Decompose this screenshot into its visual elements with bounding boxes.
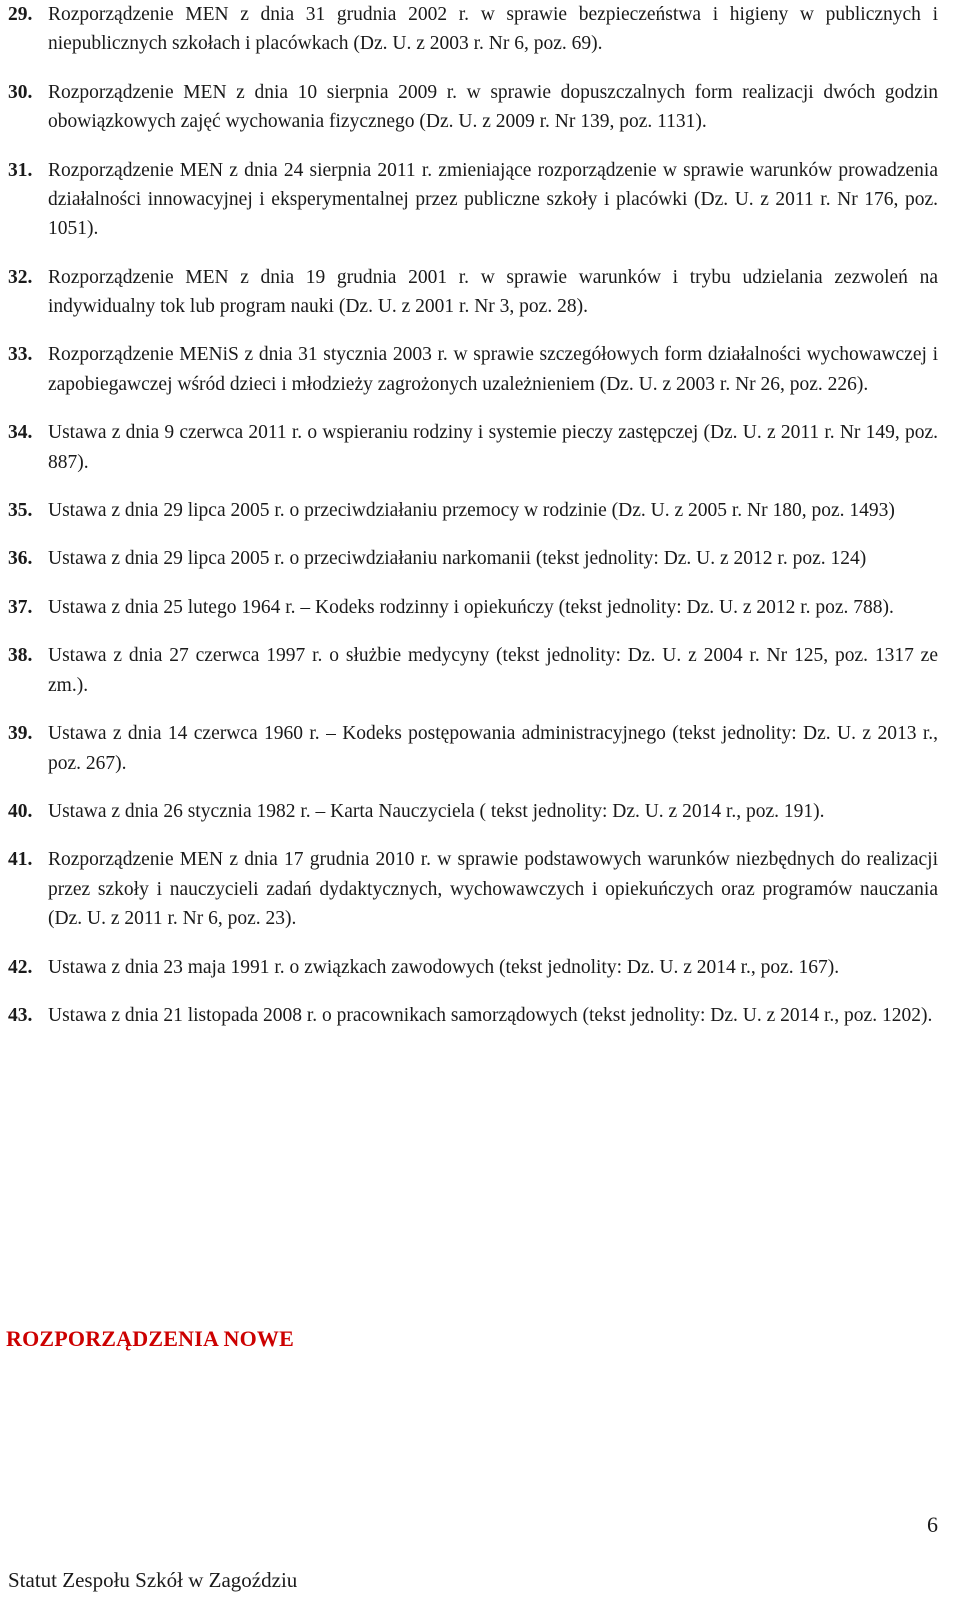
list-item xyxy=(8,953,938,982)
item-text: Rozporządzenie MEN z dnia 17 grudnia 2010 r. w sprawie podstawowych warunków niezbędnych do realizacji przez szkoły i nauczycieli zadań dydaktycznych, wychowawczych i opiekuńczych oraz programów nauczania (Dz. U. z 2011 r. Nr 6, poz. 23). xyxy=(48,849,938,930)
list-item xyxy=(8,719,938,778)
item-number: 42. xyxy=(8,956,33,978)
page-number: 6 xyxy=(927,1512,938,1537)
item-number: 30. xyxy=(8,81,33,103)
page-footer: Statut Zespołu Szkół w Zagoździu xyxy=(8,1568,298,1592)
list-item xyxy=(8,263,938,322)
item-number: 29. xyxy=(8,4,33,25)
item-number: 36. xyxy=(8,548,33,570)
item-text: Rozporządzenie MEN z dnia 19 grudnia 2001 r. w sprawie warunków i trybu udzielania zezwoleń na indywidualny tok lub program nauki (Dz. U. z 2001 r. Nr 3, poz. 28). xyxy=(48,266,938,317)
item-number: 32. xyxy=(8,266,33,288)
item-text: Rozporządzenie MEN z dnia 24 sierpnia 2011 r. zmieniające rozporządzenie w sprawie warunków prowadzenia działalności innowacyjnej i eksperymentalnej przez publiczne szkoły i placówki (Dz. U. z 2011 r. Nr 176, poz. 1051). xyxy=(48,159,938,240)
item-text: Ustawa z dnia 21 listopada 2008 r. o pracownikach samorządowych (tekst jednolity: Dz. U. z 2014 r., poz. 1202). xyxy=(48,1005,933,1027)
item-text: Ustawa z dnia 26 stycznia 1982 r. – Karta Nauczyciela ( tekst jednolity: Dz. U. z 2014 r., poz. 191). xyxy=(48,801,825,822)
item-text: Rozporządzenie MENiS z dnia 31 stycznia 2003 r. w sprawie szczegółowych form działalności wychowawczej i zapobiegawczej wśród dzieci i młodzieży zagrożonych uzależnieniem (Dz. U. z 2003 r. Nr 26, poz. 226). xyxy=(48,344,938,395)
legal-acts-list xyxy=(8,0,938,1050)
item-number: 34. xyxy=(8,422,33,444)
item-number: 39. xyxy=(8,723,33,745)
item-text: Ustawa z dnia 14 czerwca 1960 r. – Kodeks postępowania administracyjnego (tekst jednolity: Dz. U. z 2013 r., poz. 267). xyxy=(48,723,938,774)
item-number: 43. xyxy=(8,1005,33,1027)
item-text: Rozporządzenie MEN z dnia 31 grudnia 2002 r. w sprawie bezpieczeństwa i higieny w publicznych i niepublicznych szkołach i placówkach (Dz. U. z 2003 r. Nr 6, poz. 69). xyxy=(48,4,938,55)
item-text: Rozporządzenie MEN z dnia 10 sierpnia 2009 r. w sprawie dopuszczalnych form realizacji dwóch godzin obowiązkowych zajęć wychowania fizycznego (Dz. U. z 2009 r. Nr 139, poz. 1131). xyxy=(48,81,938,133)
item-number: 33. xyxy=(8,344,33,366)
list-item xyxy=(8,845,938,933)
list-item xyxy=(8,156,938,244)
section-heading: ROZPORZĄDZENIA NOWE xyxy=(6,1326,295,1351)
item-text: Ustawa z dnia 25 lutego 1964 r. – Kodeks rodzinny i opiekuńczy (tekst jednolity: Dz. U. z 2012 r. poz. 788). xyxy=(48,596,894,618)
item-number: 35. xyxy=(8,499,33,521)
list-item xyxy=(8,641,938,700)
item-number: 41. xyxy=(8,849,33,871)
list-item xyxy=(8,496,938,525)
list-item xyxy=(8,0,938,59)
list-item xyxy=(8,1001,938,1030)
item-text: Ustawa z dnia 9 czerwca 2011 r. o wspieraniu rodziny i systemie pieczy zastępczej (Dz. U. z 2011 r. Nr 149, poz. 887). xyxy=(48,422,938,473)
item-text: Ustawa z dnia 29 lipca 2005 r. o przeciwdziałaniu przemocy w rodzinie (Dz. U. z 2005 r. Nr 180, poz. 1493) xyxy=(48,499,895,521)
list-item xyxy=(8,593,938,622)
list-item xyxy=(8,797,938,826)
item-text: Ustawa z dnia 23 maja 1991 r. o związkach zawodowych (tekst jednolity: Dz. U. z 2014 r., poz. 167). xyxy=(48,956,840,978)
item-number: 38. xyxy=(8,645,33,667)
item-number: 37. xyxy=(8,596,33,618)
item-number: 40. xyxy=(8,801,33,822)
list-item xyxy=(8,418,938,477)
list-item xyxy=(8,544,938,573)
item-number: 31. xyxy=(8,159,33,181)
item-text: Ustawa z dnia 27 czerwca 1997 r. o służbie medycyny (tekst jednolity: Dz. U. z 2004 r. Nr 125, poz. 1317 ze zm.). xyxy=(48,645,938,696)
item-text: Ustawa z dnia 29 lipca 2005 r. o przeciwdziałaniu narkomanii (tekst jednolity: Dz. U. z 2012 r. poz. 124) xyxy=(48,548,867,570)
list-item xyxy=(8,340,938,399)
list-item xyxy=(8,78,938,137)
